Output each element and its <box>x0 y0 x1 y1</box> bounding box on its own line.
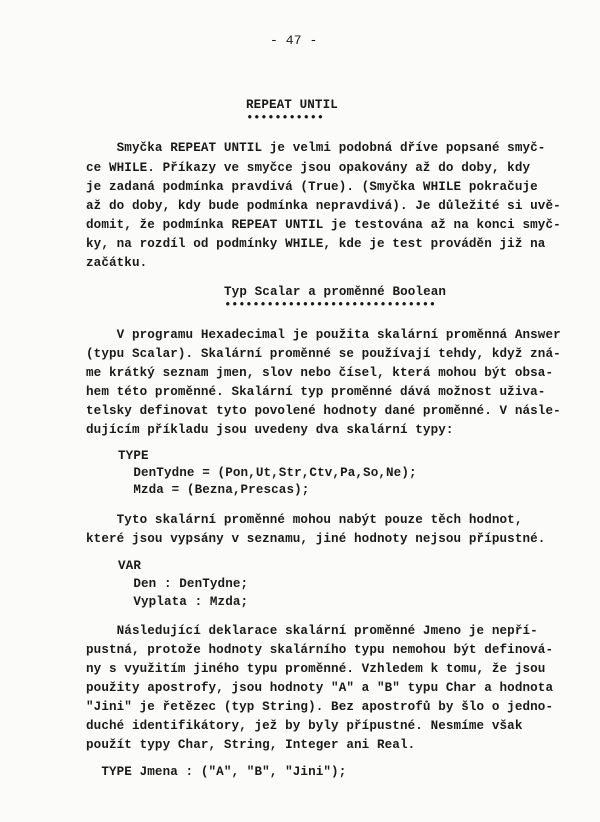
paragraph-line: me krátký seznam jmen, slov nebo čísel, která mohou být obsa- <box>86 366 554 380</box>
paragraph-line: duché identifikátory, jež by byly přípustné. Nesmíme však <box>86 719 523 733</box>
paragraph-line: (typu Scalar). Skalární proměnné se používají tehdy, když zná- <box>86 347 561 361</box>
section-title-scalar-boolean: Typ Scalar a proměnné Boolean <box>224 285 447 299</box>
paragraph-line: telsky definovat tyto povolené hodnoty dané proměnné. V násle- <box>86 404 561 418</box>
code-line: Mzda = (Bezna,Prescas); <box>118 483 310 497</box>
paragraph-line: dujícím příkladu jsou uvedeny dva skalární typy: <box>86 423 454 437</box>
paragraph-line: které jsou vypsány v seznamu, jiné hodnoty nejsou přípustné. <box>86 532 546 546</box>
code-line: Vyplata : Mzda; <box>118 595 249 609</box>
paragraph-line: pustná, protože hodnoty skalárního typu nemohou být definová- <box>86 643 554 657</box>
section-title-underline: ••••••••••• <box>246 111 324 125</box>
paragraph-line: začátku. <box>86 256 148 270</box>
paragraph-line: "Jini" je řetězec (typ String). Bez apostrofů by šlo o jedno- <box>86 700 554 714</box>
paragraph-line: je zadaná podmínka pravdivá (True). (Smyčka WHILE pokračuje <box>86 180 538 194</box>
paragraph-line: až do doby, kdy bude podmínka nepravdivá). Je důležité si uvě- <box>86 199 561 213</box>
paragraph-line: použity apostrofy, jsou hodnoty "A" a "B" typu Char a hodnota <box>86 681 554 695</box>
paragraph-line: hem této proměnné. Skalární typ proměnné dává možnost uživa- <box>86 385 546 399</box>
paragraph-line: V programu Hexadecimal je použita skalární proměnná Answer <box>86 328 561 342</box>
code-line: DenTydne = (Pon,Ut,Str,Ctv,Pa,So,Ne); <box>118 466 417 480</box>
paragraph-line: ce WHILE. Příkazy ve smyčce jsou opakovány až do doby, kdy <box>86 161 531 175</box>
code-line: TYPE Jmena : ("A", "B", "Jini"); <box>86 765 347 779</box>
code-line: Den : DenTydne; <box>118 577 249 591</box>
paragraph-line: ny s využitím jiného typu proměnné. Vzhledem k tomu, že jsou <box>86 662 546 676</box>
paragraph-line: Následující deklarace skalární proměnné Jmeno je nepří- <box>86 624 538 638</box>
paragraph-line: použít typy Char, String, Integer ani Real. <box>86 738 416 752</box>
paragraph-line: Tyto skalární proměnné mohou nabýt pouze těch hodnot, <box>86 513 523 527</box>
page-number: - 47 - <box>270 33 318 48</box>
paragraph-line: ky, na rozdíl od podmínky WHILE, kde je test prováděn již na <box>86 237 546 251</box>
code-line: VAR <box>118 559 141 573</box>
section-title-underline: •••••••••••••••••••••••••••••• <box>224 298 436 312</box>
paragraph-line: domit, že podmínka REPEAT UNTIL je testována až na konci smyč- <box>86 218 561 232</box>
code-line: TYPE <box>118 449 149 463</box>
paragraph-line: Smyčka REPEAT UNTIL je velmi podobná dříve popsané smyč- <box>86 141 546 155</box>
section-title-repeat-until: REPEAT UNTIL <box>246 98 338 112</box>
